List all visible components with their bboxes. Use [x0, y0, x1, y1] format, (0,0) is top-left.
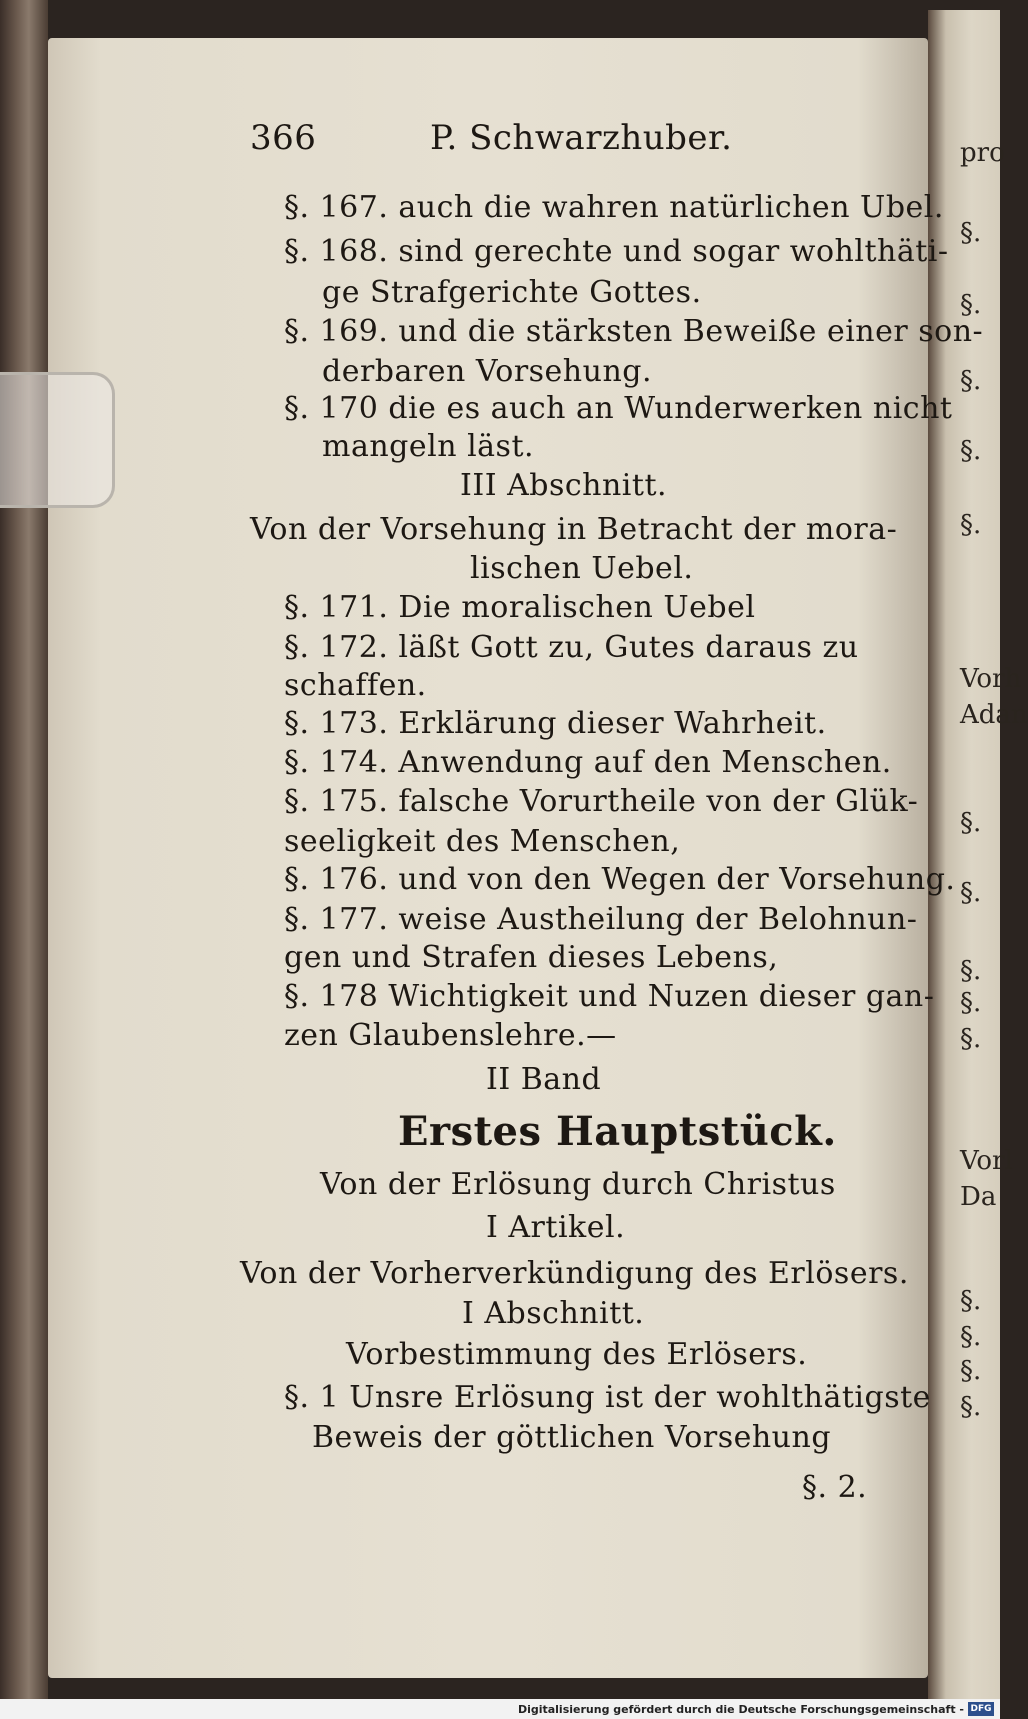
- facing-page-fragment: §.: [960, 956, 982, 986]
- facing-page-fragment: Vorh: [960, 664, 1022, 694]
- facing-page-fragment: §.: [960, 218, 982, 248]
- text-line: §. 1 Unsre Erlösung ist der wohlthätigste: [284, 1380, 931, 1415]
- text-line: §. 170 die es auch an Wunderwerken nicht: [284, 391, 953, 426]
- text-line: §. 173. Erklärung dieser Wahrheit.: [284, 706, 827, 741]
- funding-credit: Digitalisierung gefördert durch die Deutsche Forschungsgemeinschaft -: [517, 1703, 964, 1716]
- text-line: zen Glaubenslehre.—: [284, 1018, 617, 1053]
- text-line: §. 174. Anwendung auf den Menschen.: [284, 745, 892, 780]
- facing-page-fragment: §.: [960, 510, 982, 540]
- running-title: P. Schwarzhuber.: [430, 118, 733, 158]
- text-line: §. 167. auch die wahren natürlichen Ubel.: [284, 190, 944, 225]
- volume-heading: II Band: [486, 1062, 602, 1097]
- text-line: §. 172. läßt Gott zu, Gutes daraus zu: [284, 630, 859, 665]
- text-line: §. 171. Die moralischen Uebel: [284, 590, 756, 625]
- facing-page-fragment: §.: [960, 1392, 982, 1422]
- text-line: lischen Uebel.: [470, 551, 694, 586]
- text-line: mangeln läst.: [322, 429, 535, 464]
- facing-page-fragment: §.: [960, 290, 982, 320]
- text-line: Von der Vorsehung in Betracht der mora-: [250, 512, 898, 547]
- text-line: §. 177. weise Austheilung der Belohnun-: [284, 902, 918, 937]
- facing-page-fragment: §.: [960, 878, 982, 908]
- text-line: §. 176. und von den Wegen der Vorsehung.: [284, 862, 956, 897]
- facing-page-fragment: §.: [960, 1286, 982, 1316]
- page-marker-tab: [0, 372, 115, 508]
- text-line: §. 178 Wichtigkeit und Nuzen dieser gan-: [284, 979, 935, 1014]
- facing-page-fragment: §.: [960, 436, 982, 466]
- facing-page-fragment: §.: [960, 808, 982, 838]
- text-line: ge Strafgerichte Gottes.: [322, 275, 702, 310]
- facing-page-fragment: pro: [960, 138, 1005, 168]
- text-line: Beweis der göttlichen Vorsehung: [312, 1420, 832, 1455]
- text-line: derbaren Vorsehung.: [322, 354, 653, 389]
- text-line: §. 169. und die stärksten Beweiße einer son-: [284, 314, 984, 349]
- book-edge: [0, 0, 48, 1719]
- chapter-heading: Erstes Hauptstück.: [398, 1108, 837, 1155]
- page-number: 366: [250, 118, 317, 158]
- section-heading: III Abschnitt.: [460, 468, 668, 503]
- text-line: schaffen.: [284, 668, 427, 703]
- catchword: §. 2.: [802, 1470, 868, 1505]
- text-line: §. 175. falsche Vorurtheile von der Glük-: [284, 784, 919, 819]
- article-subtitle: Von der Vorherverkündigung des Erlösers.: [240, 1256, 909, 1291]
- facing-page-fragment: §.: [960, 1356, 982, 1386]
- footer-bar: [0, 1699, 1000, 1719]
- facing-page-fragment: Adan: [960, 700, 1028, 730]
- section-heading: I Abschnitt.: [462, 1296, 645, 1331]
- article-heading: I Artikel.: [486, 1210, 626, 1245]
- section-subtitle: Vorbestimmung des Erlösers.: [346, 1337, 808, 1372]
- facing-page-fragment: §.: [960, 366, 982, 396]
- facing-page-fragment: §.: [960, 1024, 982, 1054]
- text-line: gen und Strafen dieses Lebens,: [284, 940, 779, 975]
- chapter-subtitle: Von der Erlösung durch Christus: [320, 1167, 836, 1202]
- text-line: seeligkeit des Menschen,: [284, 824, 681, 859]
- dfg-logo: DFG: [968, 1702, 994, 1716]
- facing-page-fragment: §.: [960, 1322, 982, 1352]
- facing-page-fragment: Vorl: [960, 1146, 1013, 1176]
- text-line: §. 168. sind gerechte und sogar wohlthäti-: [284, 234, 949, 269]
- facing-page-fragment: Da: [960, 1182, 997, 1212]
- facing-page-fragment: §.: [960, 988, 982, 1018]
